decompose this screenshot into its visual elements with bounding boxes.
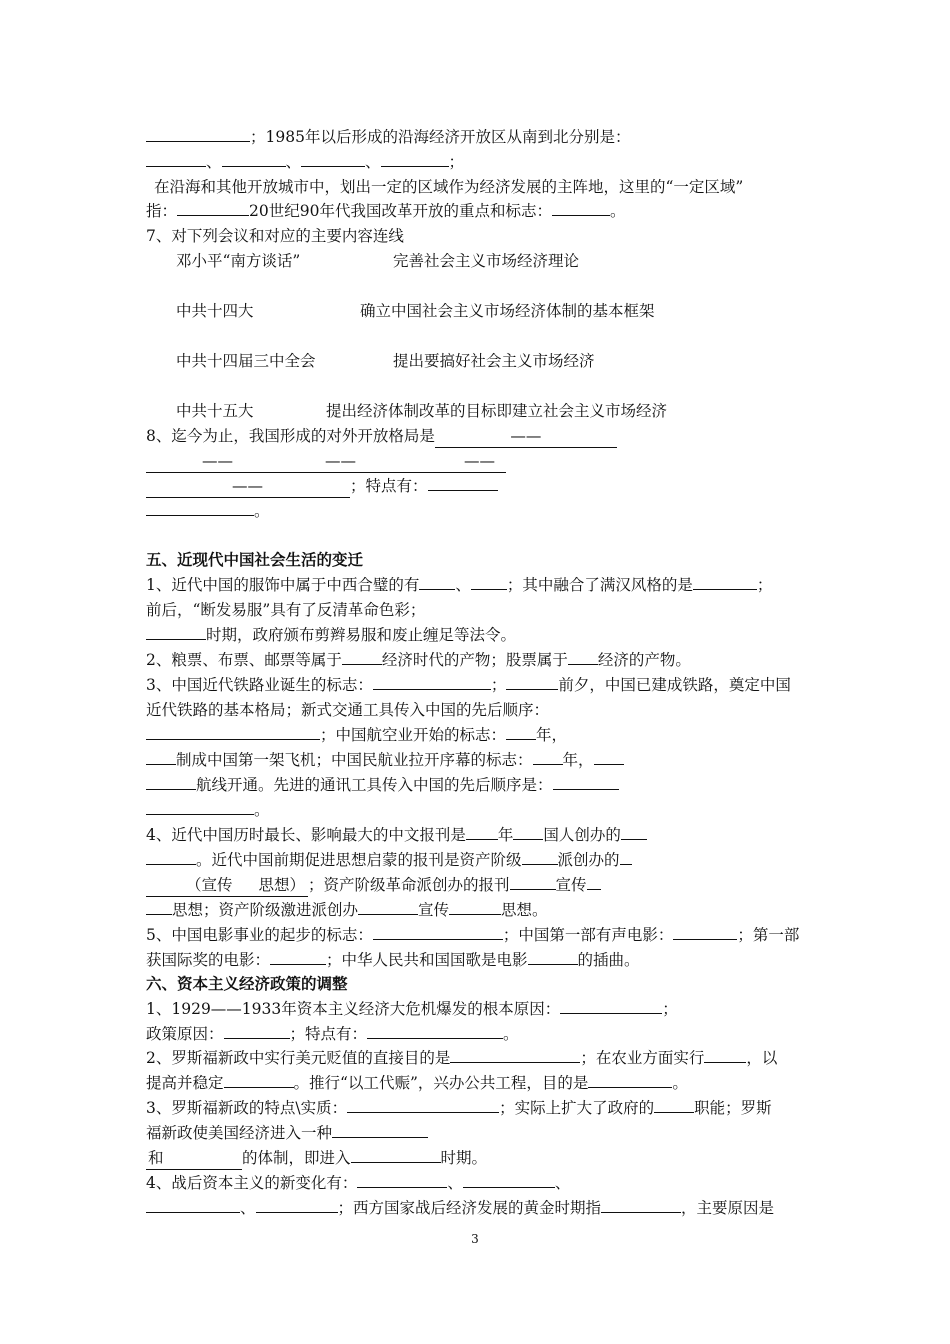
blank[interactable] <box>270 949 326 965</box>
blank[interactable] <box>528 949 578 965</box>
s6-q4-line1: 4、战后资本主义的新变化有： 、 、 <box>146 1174 571 1192</box>
blank[interactable] <box>222 151 286 167</box>
s6-q3-line1: 3、罗斯福新政的特点\实质： ；实际上扩大了政府的 职能；罗斯 <box>146 1099 772 1117</box>
blank[interactable] <box>419 574 455 590</box>
s6-q4-line2: 、 ；西方国家战后经济发展的黄金时期指 ，主要原因是 <box>146 1197 774 1219</box>
blank[interactable] <box>522 849 558 865</box>
s5-q1-line3: 时期，政府颁布剪辫易服和废止缠足等法令。 <box>146 624 516 646</box>
match-left-item[interactable]: 中共十五大 <box>176 402 254 420</box>
s5-q3-line6: 。 <box>146 799 270 821</box>
s6-q1-line2: 政策原因： ；特点有： 。 <box>146 1025 519 1043</box>
match-right-item[interactable]: 提出经济体制改革的目标即建立社会主义市场经济 <box>326 402 668 420</box>
blank[interactable] <box>332 1122 428 1138</box>
s6-q2-line1: 2、罗斯福新政中实行美元贬值的直接目的是 ；在农业方面实行 ，以 <box>146 1049 778 1067</box>
blank[interactable] <box>704 1047 746 1063</box>
section-5-heading: 五、近现代中国社会生活的变迁 <box>146 551 364 569</box>
blank[interactable] <box>146 849 196 865</box>
q8-blanks-3: 。 <box>146 500 270 522</box>
s5-q4-line3: （宣传 思想） ；资产阶级革命派创办的报刊 宣传 <box>146 874 601 897</box>
blank[interactable]: （宣传 思想） <box>146 874 308 897</box>
blank[interactable] <box>224 1072 294 1088</box>
blank[interactable] <box>224 1023 290 1039</box>
blank[interactable] <box>513 824 543 840</box>
blank[interactable] <box>146 899 172 915</box>
line-zone-desc: 在沿海和其他开放城市中，划出一定的区域作为经济发展的主阵地，这里的“一定区域” <box>154 178 744 196</box>
s6-q1-line1: 1、1929——1933年资本主义经济大危机爆发的根本原因： ； <box>146 1000 678 1018</box>
blank[interactable] <box>146 749 176 765</box>
blank[interactable] <box>560 998 662 1014</box>
blank[interactable] <box>587 874 601 890</box>
blank[interactable] <box>146 774 196 790</box>
blank[interactable]: —— —— —— <box>146 450 506 473</box>
blank[interactable] <box>506 724 536 740</box>
blank[interactable] <box>601 1197 681 1213</box>
blank[interactable] <box>588 1072 672 1088</box>
s6-q3-line2: 福新政使美国经济进入一种 <box>146 1122 428 1144</box>
blank[interactable] <box>301 151 365 167</box>
blank[interactable] <box>620 849 632 865</box>
blank[interactable] <box>146 624 206 640</box>
blank[interactable] <box>466 824 498 840</box>
s5-q2: 2、粮票、布票、邮票等属于 经济时代的产物；股票属于 经济的产物。 <box>146 651 691 669</box>
section-6-heading: 六、资本主义经济政策的调整 <box>146 975 348 993</box>
s6-q3-line3: 和 的体制，即进入 时期。 <box>146 1147 487 1170</box>
question-7: 7、对下列会议和对应的主要内容连线 <box>146 227 404 245</box>
blank[interactable] <box>673 924 737 940</box>
line-coastal-blanks: 、 、 、 ； <box>146 151 464 173</box>
s5-q5-line2: 获国际奖的电影： ；中华人民共和国国歌是电影 的插曲。 <box>146 951 640 969</box>
blank[interactable]: —— <box>146 475 350 498</box>
blank[interactable] <box>449 899 501 915</box>
blank[interactable] <box>357 1172 447 1188</box>
s5-q4-line1: 4、近代中国历时最长、影响最大的中文报刊是 年 国人创办的 <box>146 824 647 846</box>
blank[interactable] <box>553 774 619 790</box>
match-left-item[interactable]: 邓小平“南方谈话” <box>176 252 301 270</box>
blank[interactable] <box>256 1197 338 1213</box>
blank[interactable] <box>146 724 320 740</box>
blank[interactable] <box>463 1172 555 1188</box>
blank[interactable] <box>373 674 491 690</box>
line-coastal-zone: ；1985年以后形成的沿海经济开放区从南到北分别是： <box>146 126 630 148</box>
blank[interactable] <box>568 649 598 665</box>
blank[interactable] <box>594 749 624 765</box>
q8-blanks-2: —— ；特点有： <box>146 475 498 498</box>
s5-q3-line2: 近代铁路的基本格局；新式交通工具传入中国的先后顺序： <box>146 701 550 719</box>
blank[interactable] <box>506 674 558 690</box>
blank[interactable] <box>146 799 254 815</box>
s5-q3-line5: 航线开通。先进的通讯工具传入中国的先后顺序是： <box>146 774 619 796</box>
blank[interactable] <box>654 1097 694 1113</box>
blank[interactable] <box>347 1097 499 1113</box>
s5-q4-line2: 。近代中国前期促进思想启蒙的报刊是资产阶级 派创办的 <box>146 849 632 871</box>
line-zone-answer: 指： 20世纪90年代我国改革开放的重点和标志： 。 <box>146 202 626 220</box>
blank[interactable] <box>621 824 647 840</box>
blank[interactable] <box>367 1023 503 1039</box>
s5-q4-line4: 思想；资产阶级激进派创办 宣传 思想。 <box>146 899 548 921</box>
page-number: 3 <box>471 1232 479 1246</box>
s6-q2-line2: 提高并稳定 。推行“以工代赈”，兴办公共工程，目的是 。 <box>146 1074 688 1092</box>
s5-q1-line1: 1、近代中国的服饰中属于中西合璧的有 、 ；其中融合了满汉风格的是 ； <box>146 576 773 594</box>
blank[interactable] <box>351 1147 441 1163</box>
blank[interactable] <box>342 649 382 665</box>
blank[interactable] <box>146 500 254 516</box>
s5-q5-line1: 5、中国电影事业的起步的标志： ；中国第一部有声电影： ；第一部 <box>146 926 800 944</box>
blank[interactable] <box>471 574 507 590</box>
q8-blanks-1 <box>146 450 506 473</box>
blank[interactable] <box>177 200 249 216</box>
match-right-item[interactable]: 提出要搞好社会主义市场经济 <box>393 352 595 370</box>
blank[interactable]: 和 <box>146 1147 242 1170</box>
question-8: 8、迄今为止，我国形成的对外开放格局是 —— <box>146 425 617 448</box>
blank[interactable] <box>693 574 757 590</box>
s5-q3-line1: 3、中国近代铁路业诞生的标志： ； 前夕，中国已建成铁路，奠定中国 <box>146 676 791 694</box>
s5-q3-line3: ；中国航空业开始的标志： 年， <box>146 724 567 746</box>
blank[interactable] <box>450 1047 580 1063</box>
match-left-item[interactable]: 中共十四届三中全会 <box>176 352 316 370</box>
s5-q1-line2: 前后，“断发易服”具有了反清革命色彩； <box>146 601 426 619</box>
blank[interactable] <box>146 1197 240 1213</box>
match-right-item[interactable]: 确立中国社会主义市场经济体制的基本框架 <box>360 302 655 320</box>
match-left-item[interactable]: 中共十四大 <box>176 302 254 320</box>
blank[interactable] <box>373 924 503 940</box>
blank[interactable]: —— <box>435 425 617 448</box>
blank[interactable] <box>428 475 498 491</box>
s5-q3-line4: 制成中国第一架飞机；中国民航业拉开序幕的标志： 年， <box>146 749 624 771</box>
match-right-item[interactable]: 完善社会主义市场经济理论 <box>393 252 580 270</box>
blank[interactable] <box>381 151 449 167</box>
blank[interactable] <box>146 151 206 167</box>
blank[interactable] <box>146 126 250 142</box>
blank[interactable] <box>533 749 563 765</box>
blank[interactable] <box>552 200 610 216</box>
blank[interactable] <box>510 874 556 890</box>
blank[interactable] <box>358 899 418 915</box>
